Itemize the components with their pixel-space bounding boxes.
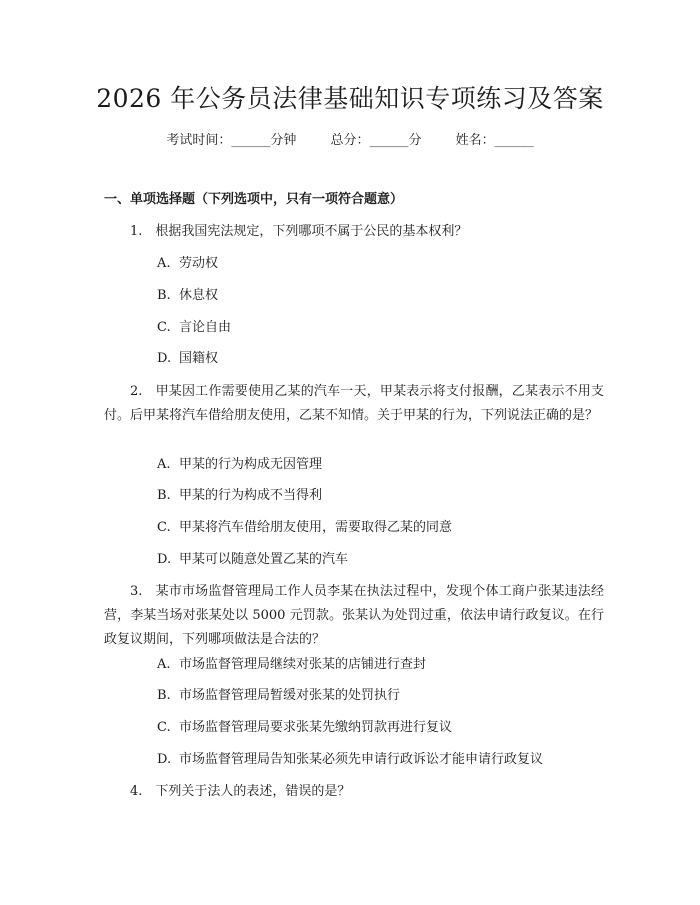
exam-meta (0, 131, 700, 151)
option-label: D. (157, 351, 172, 366)
section-heading: 一、单项选择题（下列选项中，只有一项符合题意） (104, 192, 404, 207)
option-text: 言论自由 (179, 320, 232, 335)
question-3-option-c (157, 718, 452, 738)
option-text: 市场监督管理局要求张某先缴纳罚款再进行复议 (179, 720, 453, 735)
question-2-option-c (157, 518, 452, 538)
option-label: C. (157, 320, 171, 335)
option-label: A. (157, 256, 171, 271)
question-1-stem: 1. 根据我国宪法规定，下列哪项不属于公民的基本权利？ (130, 224, 468, 239)
option-label: D. (157, 552, 172, 567)
option-text: 国籍权 (179, 351, 219, 366)
question-2-option-a (157, 455, 322, 475)
question-1-option-c (157, 318, 231, 338)
question-2-option-d (157, 550, 348, 570)
option-label: B. (157, 488, 171, 503)
page-title: 2026 年公务员法律基础知识专项练习及答案 (96, 84, 604, 113)
option-label: A. (157, 457, 171, 472)
option-label: B. (157, 688, 171, 703)
option-text: 劳动权 (179, 256, 219, 271)
option-label: C. (157, 520, 171, 535)
option-label: D. (157, 752, 172, 767)
total-score-field: 总分：______分 (330, 133, 422, 148)
option-text: 市场监督管理局继续对张某的店铺进行查封 (179, 657, 427, 672)
question-1-option-b (157, 286, 218, 306)
option-text: 甲某的行为构成不当得利 (179, 488, 323, 503)
option-text: 市场监督管理局暂缓对张某的处罚执行 (179, 688, 401, 703)
question-3-stem: 3. 某市市场监督管理局工作人员李某在执法过程中，发现个体工商户张某违法经营，李某当场对张某处以 5000 元罚款。张某认为处罚过重，依法申请行政复议。在行政复议期间，下列哪项做法是合法的？ (104, 584, 604, 647)
option-text: 休息权 (179, 288, 219, 303)
question-1-option-d (157, 349, 218, 369)
question-1-option-a (157, 254, 218, 274)
name-field: 姓名：______ (455, 133, 534, 148)
option-label: A. (157, 657, 171, 672)
question-4-stem: 4. 下列关于法人的表述，错误的是？ (130, 784, 351, 799)
option-text: 市场监督管理局告知张某必须先申请行政诉讼才能申请行政复议 (179, 752, 544, 767)
question-2-stem: 2. 甲某因工作需要使用乙某的汽车一天，甲某表示将支付报酬，乙某表示不用支付。后甲某将汽车借给朋友使用，乙某不知情。关于甲某的行为，下列说法正确的是？ (104, 384, 604, 423)
option-label: C. (157, 720, 171, 735)
question-3-option-d (157, 750, 543, 770)
question-3-option-a (157, 655, 426, 675)
option-label: B. (157, 288, 171, 303)
question-2-option-b (157, 486, 322, 506)
option-text: 甲某将汽车借给朋友使用，需要取得乙某的同意 (179, 520, 453, 535)
exam-time-field: 考试时间：______分钟 (166, 133, 297, 148)
option-text: 甲某可以随意处置乙某的汽车 (179, 552, 349, 567)
option-text: 甲某的行为构成无因管理 (179, 457, 323, 472)
question-3-option-b (157, 686, 400, 706)
